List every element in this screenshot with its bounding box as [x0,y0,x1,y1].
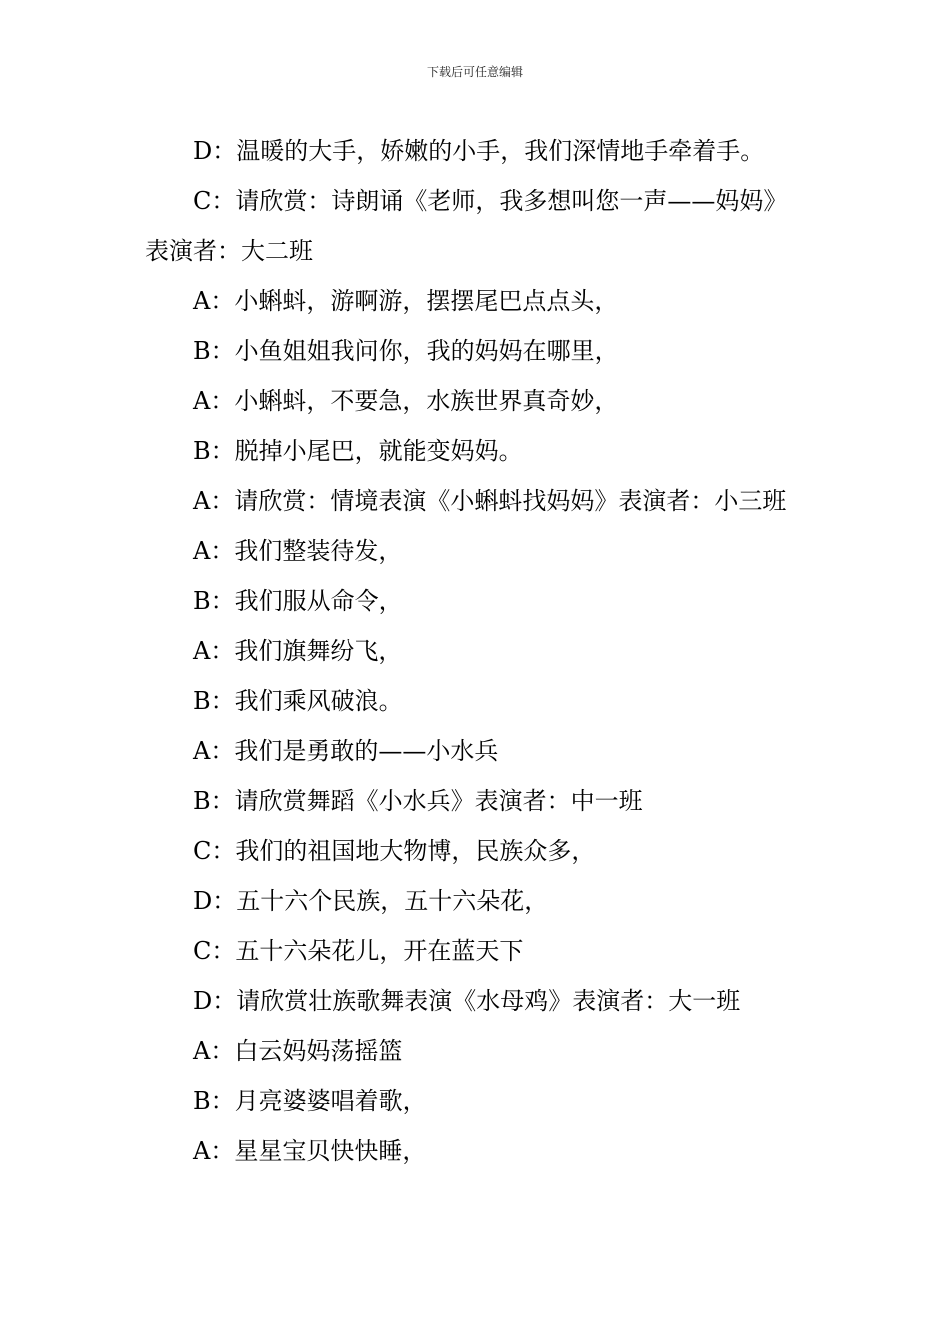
page-header: 下载后可任意编辑 [426,65,523,79]
paragraph: B：我们服从命令， [193,587,403,615]
paragraph: C：请欣赏：诗朗诵《老师，我多想叫您一声——妈妈》表演者：大二班 [145,187,788,265]
paragraph: B：月亮婆婆唱着歌， [193,1087,427,1115]
paragraph: D：温暖的大手，娇嫩的小手，我们深情地手牵着手。 [193,137,765,165]
paragraph: A：请欣赏：情境表演《小蝌蚪找妈妈》表演者：小三班 [193,487,787,515]
paragraph: B：小鱼姐姐我问你，我的妈妈在哪里， [193,337,619,365]
paragraph: B：我们乘风破浪。 [193,687,403,715]
paragraph: C：五十六朵花儿，开在蓝天下 [193,937,524,965]
paragraph: B：请欣赏舞蹈《小水兵》表演者：中一班 [193,787,643,815]
paragraph: A：我们旗舞纷飞， [193,637,403,665]
paragraph: A：星星宝贝快快睡， [193,1137,427,1165]
paragraph: A：小蝌蚪，不要急，水族世界真奇妙， [193,387,619,415]
paragraph: D：请欣赏壮族歌舞表演《水母鸡》表演者：大一班 [193,987,741,1015]
paragraph: A：白云妈妈荡摇篮 [193,1037,403,1065]
paragraph: D：五十六个民族，五十六朵花， [193,887,549,915]
paragraph: A：小蝌蚪，游啊游，摆摆尾巴点点头， [193,287,619,315]
paragraph: C：我们的祖国地大物博，民族众多， [193,837,596,865]
paragraph: B：脱掉小尾巴，就能变妈妈。 [193,437,523,465]
paragraph: A：我们整装待发， [193,537,403,565]
document-body [145,126,810,1176]
paragraph: A：我们是勇敢的——小水兵 [193,737,499,765]
